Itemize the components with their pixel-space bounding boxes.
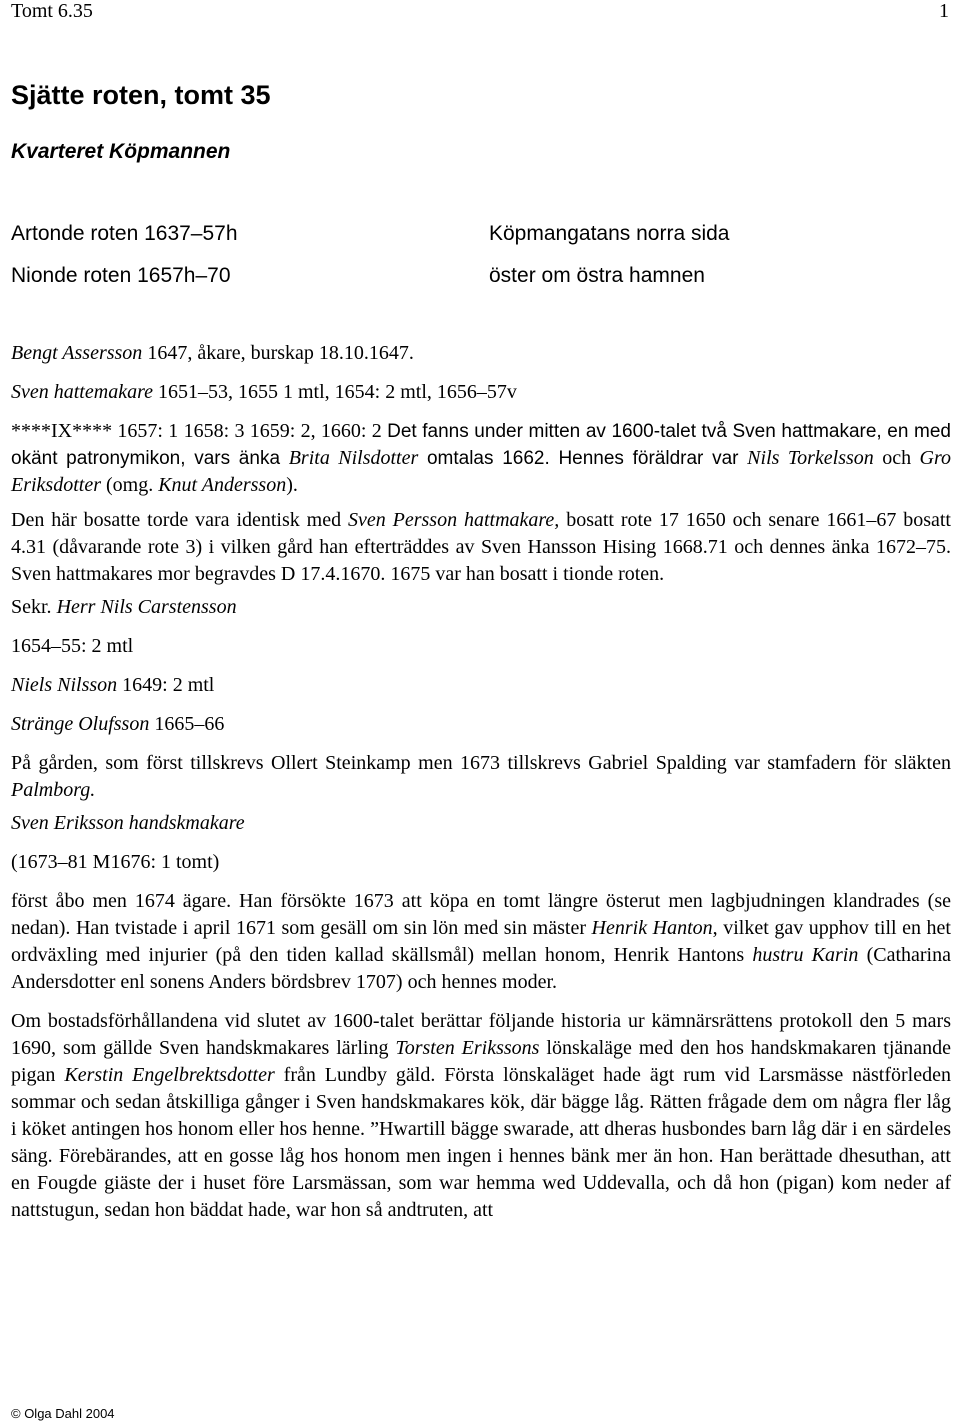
entry-sven-eriksson: Sven Eriksson handskmakare	[11, 812, 245, 834]
paragraph-hanton: först åbo men 1674 ägare. Han försökte 1673 att köpa en tomt längre österut men lagbjudningen klandrades (se nedan). Han tvistade i april 1671 som gesäll om sin lön med sin mäster Henrik Hanton, vilket gav upphov till en het ordväxling med injurier (på den tiden kallad skällsmål) mellan honom, Henrik Hantons hustru Karin (Catharina Andersdotter enl sonens Anders bördsbrev 1707) och hennes moder.	[11, 890, 951, 993]
paragraph-bostad: Om bostadsförhållandena vid slutet av 1600-talet berättar följande historia ur kämnärsrättens protokoll den 5 mars 1690, som gällde Sven handskmakares lärling Torsten Erikssons lönskaläge med den hos handskmakaren tjänande pigan Kerstin Engelbrektsdotter från Lundby gäld. Första lönskaläget hade ägt rum vid Larsmässe nästförleden sommar och sedan åtskilliga gånger i Sven handskmakares kök, där bägge låg. Rätten frågade dem om några fler låg i köket antingen hos honom eller hos henne. ”Hwartill bägge swarade, att dheras husbondes barn låg där i en särdeles säng. Förebärandes, att en gosse låg hos honom men ingen i hennes bänk mer än hon. Han berättade dhesuthan, att en Fougde giäste der i huset före Larsmässan, som war hemma wed Uddevalla, och då hon (pigan) kom neder af nattstugun, sedan hon bäddat hade, war hon så andtruten, att	[11, 1010, 952, 1221]
person-name: Bengt Assersson	[11, 342, 143, 364]
person-name: Niels Nilsson	[11, 674, 118, 696]
page-number: 1	[939, 0, 949, 22]
rote-line-1: Artonde roten 1637–57h	[11, 222, 238, 245]
paragraph-hattmakare: ****IX**** 1657: 1 1658: 3 1659: 2, 1660: 2 Det fanns under mitten av 1600-talet två Sven hattmakare, en med okänt patronymikon, vars änka Brita Nilsdotter omtalas 1662. Hennes föräldrar var Nils Torkelsson och Gro Eriksdotter (omg. Knut Andersson).	[11, 420, 951, 496]
entry-bengt: Bengt Assersson 1647, åkare, burskap 18.10.1647.	[11, 342, 414, 364]
page-footer: © Olga Dahl 2004	[11, 1406, 115, 1421]
entry-strange: Stränge Olufsson 1665–66	[11, 713, 225, 735]
paragraph-identity: Den här bosatte torde vara identisk med Sven Persson hattmakare, bosatt rote 17 1650 och senare 1661–67 bosatt 4.31 (dåvarande rote 3) i vilken gård han efterträddes av Sven Hansson Hising 1668.71 och dennes änka 1672–75. Sven hattmakares mor begravdes D 17.4.1670. 1675 var han bosatt i tionde roten.	[11, 509, 951, 585]
rote-line-2: Nionde roten 1657h–70	[11, 264, 231, 287]
entry-sven-hattemakare: Sven hattemakare 1651–53, 1655 1 mtl, 1654: 2 mtl, 1656–57v	[11, 381, 517, 403]
person-name: Stränge Olufsson	[11, 713, 150, 735]
page-title: Sjätte roten, tomt 35	[11, 80, 271, 110]
document-body	[11, 340, 951, 1224]
entry-niels: Niels Nilsson 1649: 2 mtl	[11, 674, 215, 696]
entry-years: 1654–55: 2 mtl	[11, 635, 134, 657]
document-id: Tomt 6.35	[11, 0, 93, 22]
person-name: Sven hattemakare	[11, 381, 153, 403]
page-subtitle: Kvarteret Köpmannen	[11, 140, 231, 163]
entry-sekr: Sekr. Herr Nils Carstensson	[11, 596, 237, 618]
street-line-1: Köpmangatans norra sida	[489, 222, 730, 245]
page-header	[11, 0, 949, 30]
entry-tomt-years: (1673–81 M1676: 1 tomt)	[11, 851, 220, 873]
street-line-2: öster om östra hamnen	[489, 264, 705, 287]
paragraph-palmborg: På gården, som först tillskrevs Ollert Steinkamp men 1673 tillskrevs Gabriel Spalding var stamfadern för släkten Palmborg.	[11, 752, 951, 801]
